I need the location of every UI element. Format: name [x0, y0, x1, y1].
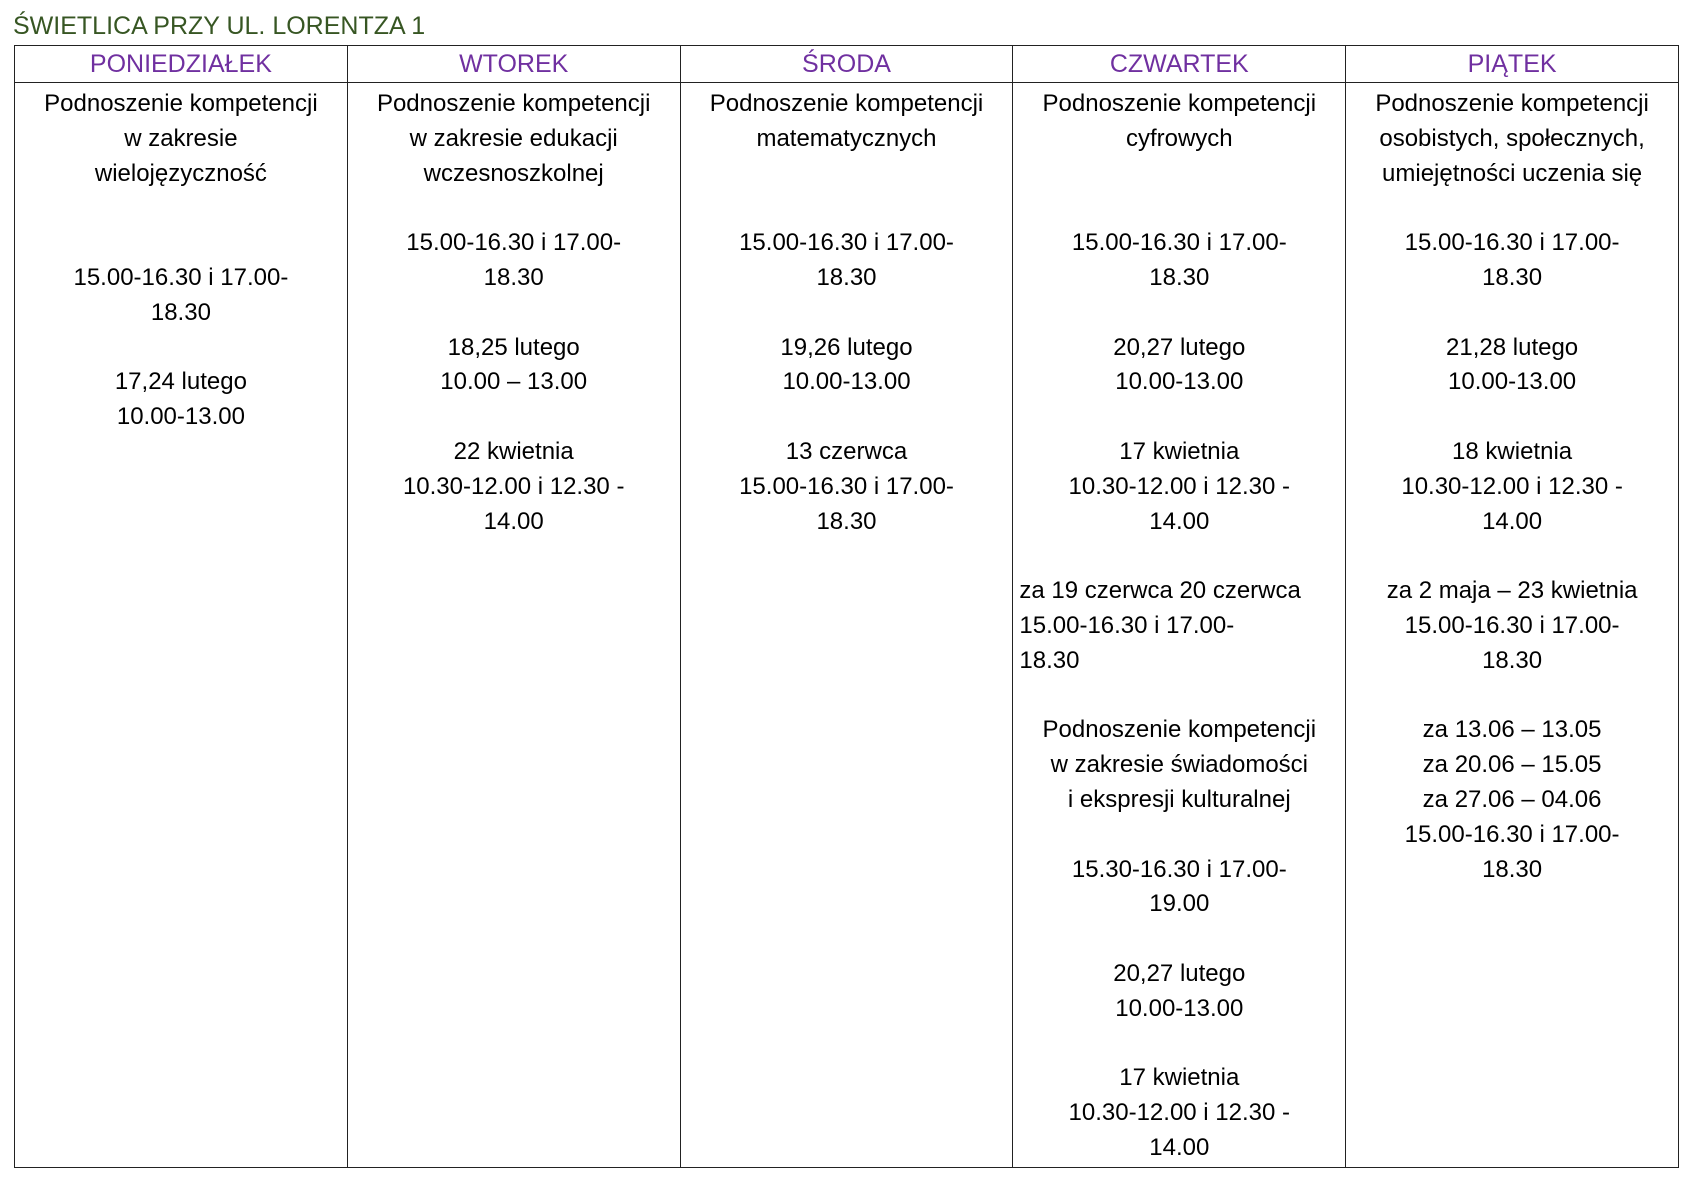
schedule-entry: 15.30-16.30 i 17.00- 19.00 — [1071, 855, 1287, 918]
schedule-entry: 13 czerwca 15.00-16.30 i 17.00- 18.30 — [739, 437, 954, 535]
day-cell-wednesday — [680, 83, 1013, 1168]
schedule-entry: 17 kwietnia 10.30-12.00 i 12.30 - 14.00 — [1068, 1064, 1291, 1161]
schedule-entry: Podnoszenie kompetencji w zakresie świadomości i ekspresji kulturalnej — [1042, 716, 1317, 813]
schedule-entry: 15.00-16.30 i 17.00- 18.30 — [406, 229, 622, 291]
day-cell-thursday — [1013, 83, 1346, 1168]
schedule-entry: Podnoszenie kompetencji osobistych, społecznych, umiejętności uczenia się — [1375, 90, 1649, 187]
schedule-entry: za 19 czerwca 20 czerwca 15.00-16.30 i 17.00- 18.30 — [1019, 577, 1301, 674]
schedule-entry: za 13.06 – 13.05 za 20.06 – 15.05 za 27.06 – 04.06 15.00-16.30 i 17.00- 18.30 — [1404, 716, 1620, 883]
schedule-entry: Podnoszenie kompetencji cyfrowych — [1042, 90, 1317, 152]
day-header-row — [15, 46, 1679, 83]
schedule-entry: za 2 maja – 23 kwietnia 15.00-16.30 i 17.00- 18.30 — [1386, 577, 1638, 674]
schedule-entry: Podnoszenie kompetencji w zakresie wielojęzyczność — [44, 90, 318, 187]
schedule-entry: 15.00-16.30 i 17.00- 18.30 — [73, 263, 289, 326]
schedule-entry: 22 kwietnia 10.30-12.00 i 12.30 - 14.00 — [402, 437, 625, 535]
schedule-entry: 15.00-16.30 i 17.00- 18.30 — [1071, 229, 1287, 291]
schedule-entry: 15.00-16.30 i 17.00- 18.30 — [739, 229, 954, 291]
day-header: ŚRODA — [680, 46, 1013, 83]
schedule-entry: 17 kwietnia 10.30-12.00 i 12.30 - 14.00 — [1068, 437, 1291, 535]
schedule-entry: 20,27 lutego 10.00-13.00 — [1113, 333, 1246, 396]
day-cell-monday — [15, 83, 348, 1168]
schedule-entry: Podnoszenie kompetencji matematycznych — [709, 90, 984, 152]
schedule-entry: 17,24 lutego 10.00-13.00 — [114, 368, 247, 431]
schedule-entry: 15.00-16.30 i 17.00- 18.30 — [1404, 229, 1620, 291]
schedule-entry: 18 kwietnia 10.30-12.00 i 12.30 - 14.00 — [1401, 437, 1623, 535]
day-header: CZWARTEK — [1013, 46, 1346, 83]
day-cell-friday — [1346, 83, 1679, 1168]
weekly-schedule-table — [14, 45, 1679, 1168]
day-header: WTOREK — [347, 46, 680, 83]
schedule-row — [15, 83, 1679, 1168]
schedule-entry: Podnoszenie kompetencji w zakresie edukacji wczesnoszkolnej — [376, 90, 651, 187]
schedule-entry: 21,28 lutego 10.00-13.00 — [1446, 333, 1579, 396]
schedule-entry: 18,25 lutego 10.00 – 13.00 — [440, 333, 588, 396]
day-header: PONIEDZIAŁEK — [15, 46, 348, 83]
document-title: ŚWIETLICA PRZY UL. LORENTZA 1 — [13, 12, 426, 40]
schedule-entry: 20,27 lutego 10.00-13.00 — [1113, 959, 1246, 1022]
day-header: PIĄTEK — [1346, 46, 1679, 83]
schedule-entry: 19,26 lutego 10.00-13.00 — [780, 333, 913, 396]
day-cell-tuesday — [347, 83, 680, 1168]
